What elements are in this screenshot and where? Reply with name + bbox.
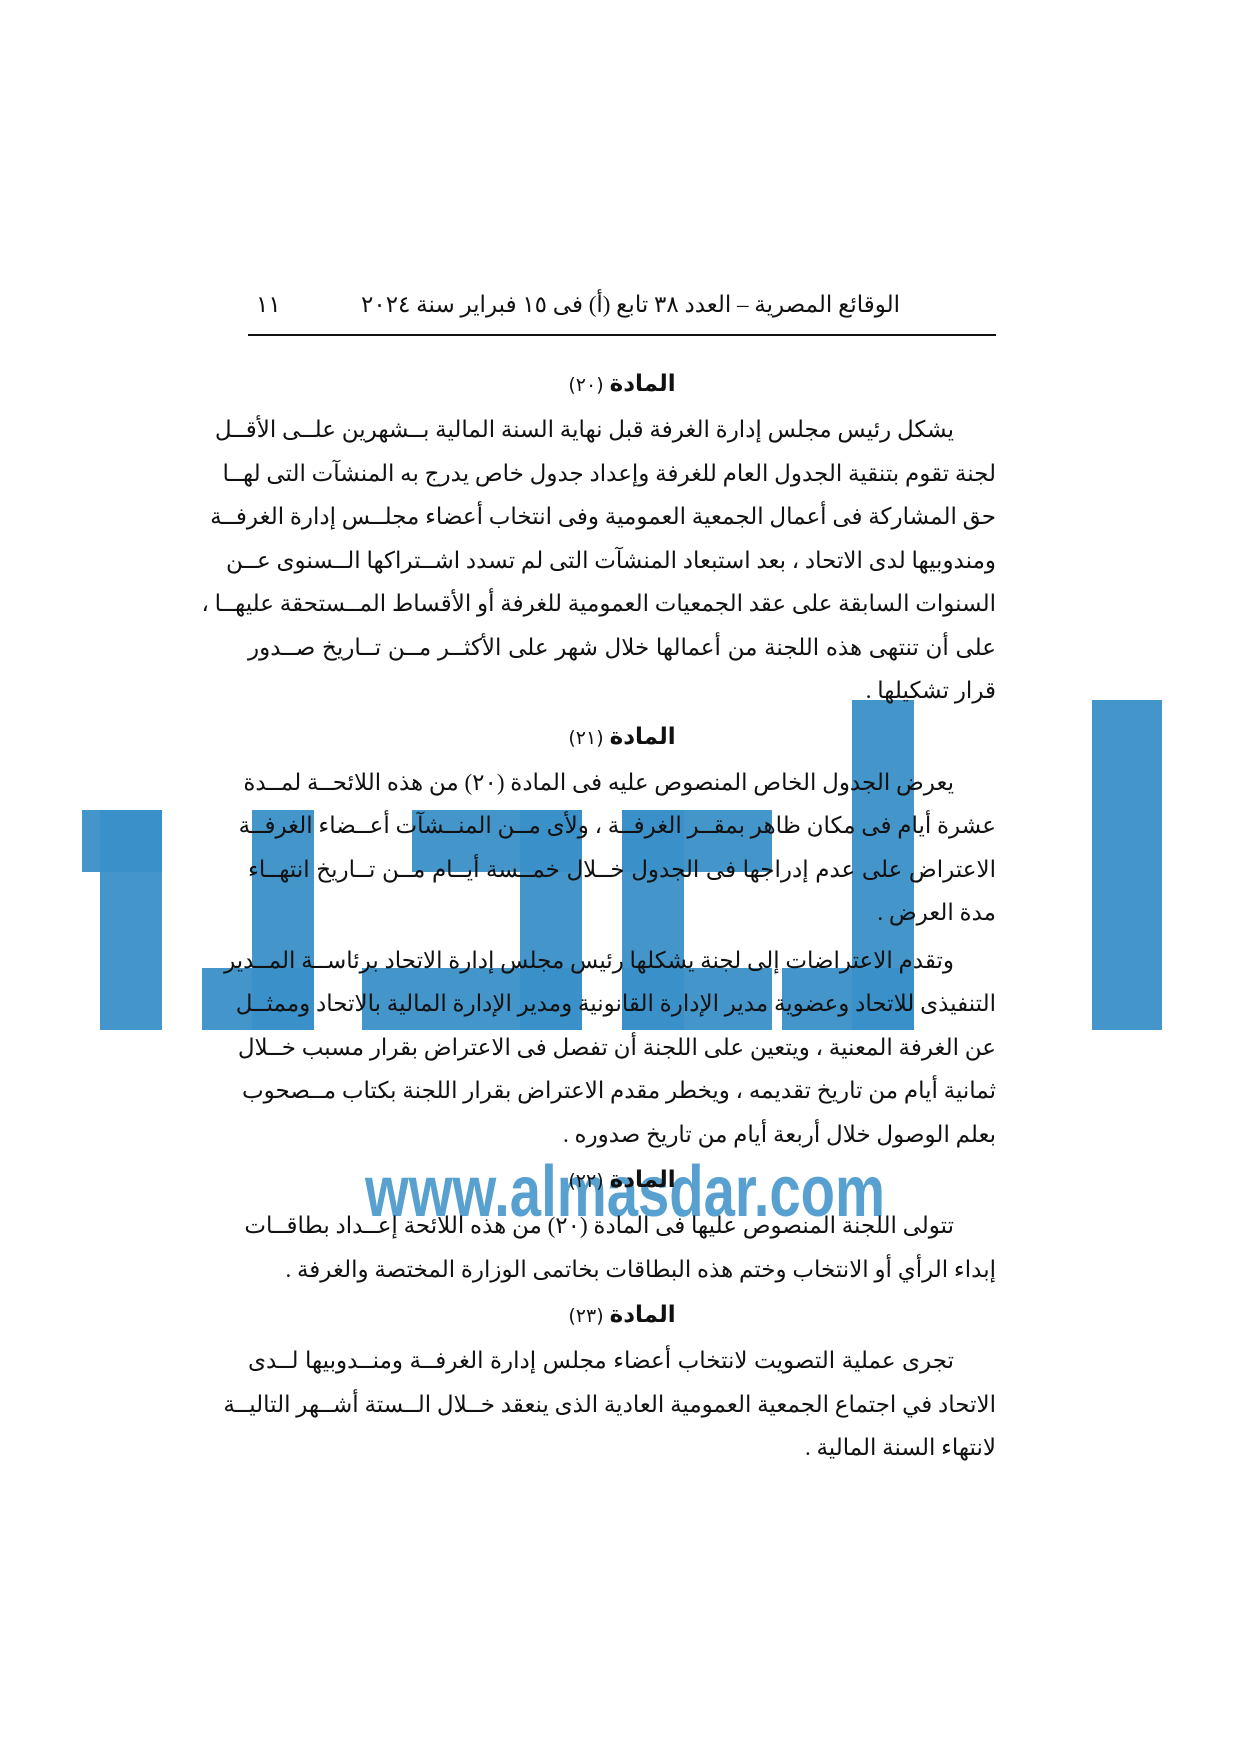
article-heading bbox=[248, 1295, 996, 1339]
text-line: يعرض الجدول الخاص المنصوص عليه فى المادة (٢٠) من هذه اللائحــة لمــدة bbox=[243, 769, 954, 795]
article-number: (٢١) bbox=[568, 726, 610, 749]
text-line: عن الغرفة المعنية ، ويتعين على اللجنة أن تفصل فى الاعتراض بقرار مسبب خــلال bbox=[237, 1034, 996, 1060]
text-line: السنوات السابقة على عقد الجمعيات العمومية للغرفة أو الأقساط المــستحقة عليهــا ، bbox=[201, 591, 996, 616]
article-number: (٢٠) bbox=[568, 374, 610, 396]
article-paragraph bbox=[238, 761, 996, 935]
text-line: لجنة تقوم بتنقية الجدول العام للغرفة وإعداد جدول خاص يدرج به المنشآت التى لهــا bbox=[222, 460, 996, 486]
text-line: إبداء الرأي أو الانتخاب وختم هذه البطاقات بخاتمى الوزارة المختصة والغرفة . bbox=[285, 1256, 996, 1282]
text-line: وتقدم الاعتراضات إلى لجنة يشكلها رئيس مجلس إدارة الاتحاد برئاســة المــدير bbox=[224, 947, 954, 973]
text-line: تجرى عملية التصويت لانتخاب أعضاء مجلس إدارة الغرفــة ومنــدوبيها لــدى bbox=[248, 1348, 954, 1373]
article-paragraph bbox=[223, 1339, 996, 1470]
text-line: الاعتراض على عدم إدراجها فى الجدول خــلال خمــسة أيــام مــن تــاريخ انتهــاء bbox=[248, 856, 996, 882]
article-heading-label: المادة bbox=[609, 371, 676, 397]
watermark-url-text: www.almasdar.com bbox=[364, 1152, 886, 1230]
text-line: يشكل رئيس مجلس إدارة الغرفة قبل نهاية السنة المالية بــشهرين علــى الأقــل bbox=[214, 417, 954, 442]
article-heading bbox=[248, 717, 996, 761]
text-line: عشرة أيام فى مكان ظاهر بمقــر الغرفــة ، ولأى مــن المنــشآت أعــضاء الغرفــة bbox=[238, 813, 996, 838]
text-line: مدة العرض . bbox=[877, 900, 996, 925]
text-line: ثمانية أيام من تاريخ تقديمه ، ويخطر مقدم الاعتراض بقرار اللجنة بكتاب مــصحوب bbox=[242, 1078, 996, 1103]
article-number: (٢٣) bbox=[568, 1305, 610, 1327]
text-line: قرار تشكيلها . bbox=[865, 678, 996, 703]
page-number: ١١ bbox=[256, 292, 281, 317]
article-heading bbox=[248, 364, 996, 408]
article-paragraph bbox=[244, 1204, 996, 1291]
article-heading-label: المادة bbox=[609, 723, 676, 750]
article-number: (٢٢) bbox=[568, 1170, 610, 1192]
document-body bbox=[201, 364, 996, 1474]
article-paragraph bbox=[224, 939, 996, 1157]
text-line: الاتحاد في اجتماع الجمعية العمومية العادية الذى ينعقد خــلال الــستة أشــهر التاليــة bbox=[223, 1391, 996, 1417]
gazette-title: الوقائع المصرية – العدد ٣٨ تابع (أ) فى ١٥ فبراير سنة ٢٠٢٤ bbox=[361, 292, 900, 317]
text-line: تتولى اللجنة المنصوص عليها فى المادة (٢٠) من هذه اللائحة إعــداد بطاقــات bbox=[244, 1213, 954, 1238]
text-line: حق المشاركة فى أعمال الجمعية العمومية وفى انتخاب أعضاء مجلــس إدارة الغرفــة bbox=[210, 504, 996, 529]
page-header bbox=[248, 288, 996, 336]
text-line: بعلم الوصول خلال أربعة أيام من تاريخ صدوره . bbox=[562, 1121, 996, 1147]
text-line: لانتهاء السنة المالية . bbox=[804, 1435, 996, 1460]
article-heading-label: المادة bbox=[609, 1302, 676, 1328]
article-paragraph bbox=[201, 408, 996, 713]
text-line: على أن تنتهى هذه اللجنة من أعمالها خلال شهر على الأكثــر مــن تــاريخ صــدور bbox=[248, 634, 996, 660]
article-heading-label: المادة bbox=[609, 1167, 676, 1193]
text-line: التنفيذى للاتحاد وعضوية مدير الإدارة القانونية ومدير الإدارة المالية بالاتحاد وممثــل bbox=[235, 991, 996, 1016]
article-heading bbox=[248, 1160, 996, 1204]
text-line: ومندوبيها لدى الاتحاد ، بعد استبعاد المنشآت التى لم تسدد اشــتراكها الــسنوى عــن bbox=[226, 547, 996, 573]
